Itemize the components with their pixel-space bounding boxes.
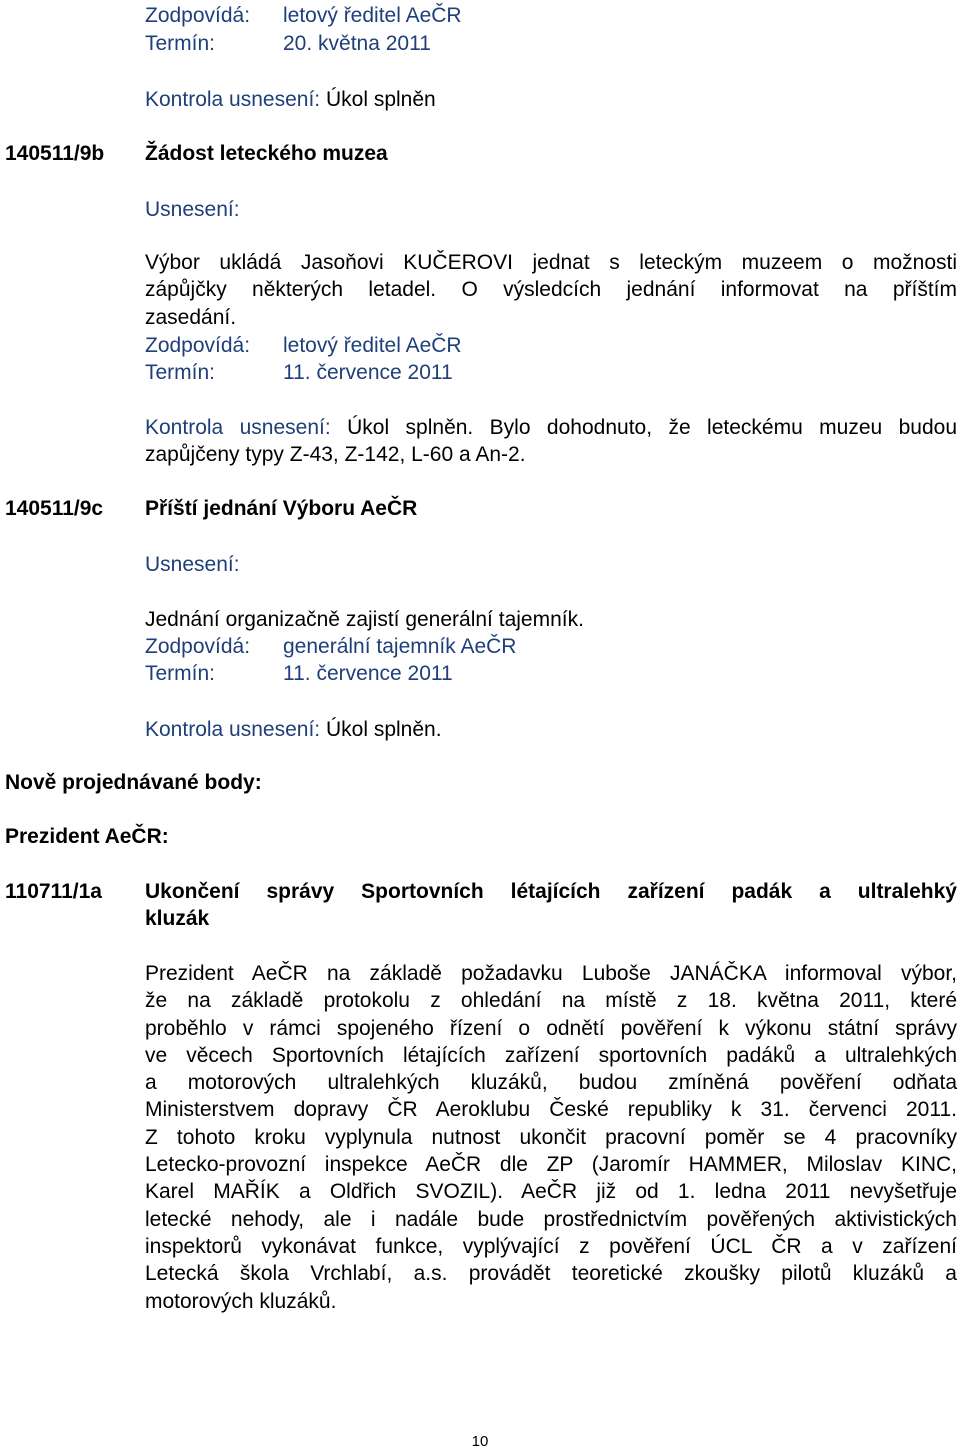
term-label: Termín: bbox=[145, 662, 216, 685]
term-label: Termín: bbox=[145, 32, 216, 55]
control-value: Úkol splněn. Bylo dohodnuto, že leteckému muzeu budou bbox=[347, 416, 957, 439]
text-line: Prezident AeČR na základě požadavku Luboše JANÁČKA informoval výbor, bbox=[145, 962, 957, 985]
item-id-9b: 140511/9b bbox=[5, 142, 105, 165]
control-value: Úkol splněn bbox=[325, 88, 436, 111]
text-line: že na základě protokolu z ohledání na místě z 18. května 2011, které bbox=[145, 989, 957, 1013]
control-line bbox=[145, 414, 957, 441]
responsible-value: generální tajemník AeČR bbox=[283, 635, 517, 658]
term-value: 11. července 2011 bbox=[283, 361, 453, 384]
responsible-line-9b bbox=[145, 332, 462, 360]
responsible-value: letový ředitel AeČR bbox=[283, 4, 462, 27]
control-line: zapůjčeny typy Z-43, Z-142, L-60 a An-2. bbox=[145, 443, 526, 467]
item-id-1a: 110711/1a bbox=[5, 880, 102, 903]
control-label: Kontrola usnesení: bbox=[145, 718, 321, 741]
resolution-text-9b bbox=[145, 249, 957, 331]
text-line: ve věcech Sportovních létajících zařízení sportovních padáků a ultralehkých bbox=[145, 1043, 957, 1067]
term-line-9b bbox=[145, 359, 453, 387]
text-line: motorových kluzáků. bbox=[145, 1289, 337, 1313]
resolution-text-9c: Jednání organizačně zajistí generální tajemník. bbox=[145, 608, 584, 631]
term-value: 20. května 2011 bbox=[283, 32, 431, 55]
item-title-9b: Žádost leteckého muzea bbox=[145, 142, 388, 165]
control-label: Kontrola usnesení: bbox=[145, 88, 321, 111]
resolution-label-9b: Usnesení: bbox=[145, 198, 240, 221]
text-line: zápůjčky některých letadel. O výsledcích jednání informovat na příštím bbox=[145, 278, 957, 302]
resolution-label-9c: Usnesení: bbox=[145, 553, 240, 576]
item-title-1a bbox=[145, 878, 957, 933]
title-line: Ukončení správy Sportovních létajících zařízení padák a ultralehký bbox=[145, 880, 957, 903]
text-line: a motorových ultralehkých kluzáků, budou zmíněná pověření odňata bbox=[145, 1071, 957, 1095]
responsible-label: Zodpovídá: bbox=[145, 4, 251, 27]
text-line: letecké nehody, ale i nadále bude prostřednictvím pověřených aktivistických bbox=[145, 1207, 957, 1231]
title-line: kluzák bbox=[145, 907, 210, 931]
top-term-line bbox=[145, 30, 431, 58]
item-title-9c: Příští jednání Výboru AeČR bbox=[145, 497, 418, 520]
control-line-9c bbox=[145, 716, 442, 744]
responsible-line-9c bbox=[145, 633, 516, 661]
text-line: zasedání. bbox=[145, 305, 237, 329]
responsible-label: Zodpovídá: bbox=[145, 334, 251, 357]
responsible-label: Zodpovídá: bbox=[145, 635, 251, 658]
term-line-9c bbox=[145, 660, 453, 688]
text-line: proběhlo v rámci spojeného řízení o odnětí pověření k výkonu státní správy bbox=[145, 1016, 957, 1040]
control-block-9b bbox=[145, 414, 957, 469]
item-id-9c: 140511/9c bbox=[5, 497, 104, 520]
text-line: Z tohoto kroku vyplynula nutnost ukončit pracovní poměr se 4 pracovníky bbox=[145, 1125, 957, 1149]
text-line: Letecko-provozní inspekce AeČR dle ZP (Jaromír HAMMER, Miloslav KINC, bbox=[145, 1153, 957, 1177]
control-label: Kontrola usnesení: bbox=[145, 416, 331, 439]
text-line: Výbor ukládá Jasoňovi KUČEROVI jednat s leteckým muzeem o možnosti bbox=[145, 251, 957, 274]
top-control-line bbox=[145, 86, 436, 114]
text-line: Letecká škola Vrchlabí, a.s. provádět teoretické zkoušky pilotů kluzáků a bbox=[145, 1262, 957, 1286]
term-label: Termín: bbox=[145, 361, 216, 384]
text-line: Ministerstvem dopravy ČR Aeroklubu České republiky k 31. červenci 2011. bbox=[145, 1098, 957, 1122]
top-responsible-line bbox=[145, 2, 462, 30]
responsible-value: letový ředitel AeČR bbox=[283, 334, 462, 357]
control-value: Úkol splněn. bbox=[325, 718, 442, 741]
text-line: inspektorů vykonávat funkce, vyplývající z pověření ÚCL ČR a v zařízení bbox=[145, 1234, 957, 1258]
item-text-1a bbox=[145, 960, 957, 1315]
term-value: 11. července 2011 bbox=[283, 662, 453, 685]
page-number: 10 bbox=[471, 1433, 489, 1450]
section-heading: Nově projednávané body: bbox=[5, 771, 262, 794]
subsection-heading: Prezident AeČR: bbox=[5, 825, 169, 848]
text-line: Karel MAŘÍK a Oldřich SVOZIL). AeČR již od 1. ledna 2011 nevyšetřuje bbox=[145, 1180, 957, 1204]
